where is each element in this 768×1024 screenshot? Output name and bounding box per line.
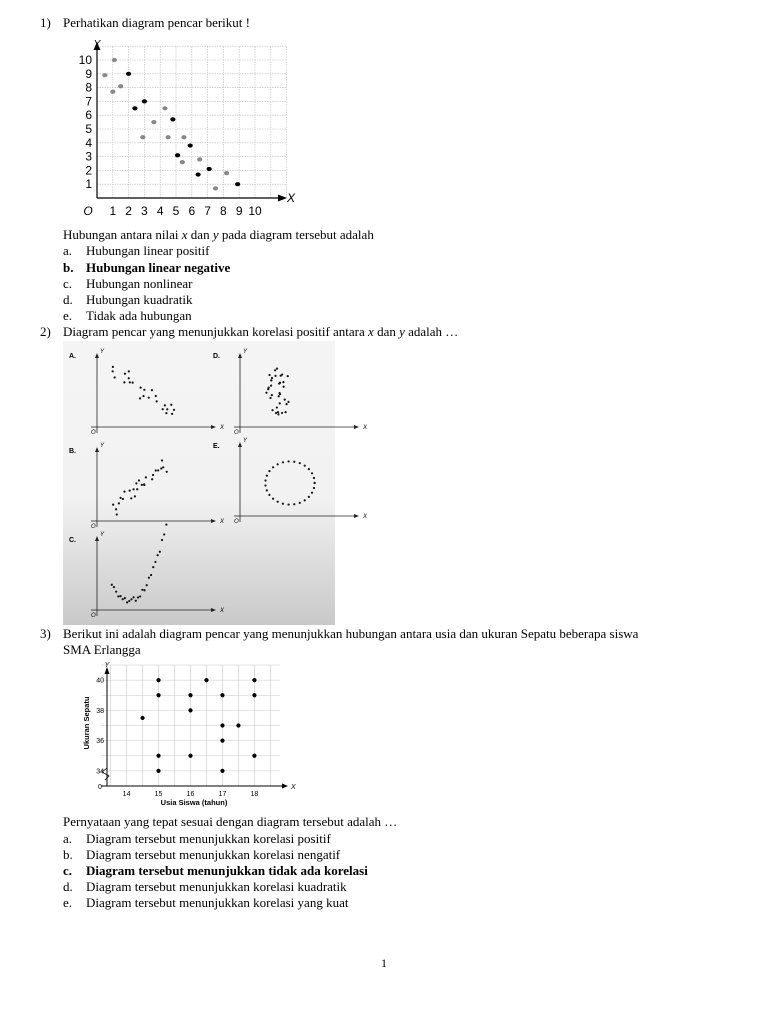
q1-var-x: x — [181, 227, 188, 242]
panel-dot — [136, 488, 138, 490]
q3-option-c[interactable] — [63, 863, 368, 879]
q1-option-b[interactable] — [63, 260, 230, 276]
panel-dot — [161, 539, 163, 541]
panel-origin-label: O — [234, 430, 239, 436]
data-point-gray — [197, 157, 202, 161]
panel-dot — [276, 368, 278, 370]
y-axis-letter: Y — [104, 662, 110, 669]
data-point-gray — [224, 171, 229, 175]
panel-dot — [271, 377, 273, 379]
y-tick-label: 7 — [85, 94, 92, 109]
q3-option-b[interactable] — [63, 847, 340, 863]
panel-dot — [264, 479, 266, 481]
x-axis-arrow — [278, 195, 287, 202]
panel-dot — [170, 404, 172, 406]
data-point-black — [132, 106, 137, 110]
panel-x-arrow — [354, 514, 359, 518]
panel-letter: E. — [213, 443, 220, 450]
panel-dot — [311, 472, 313, 474]
panel-dot — [130, 598, 132, 600]
panel-dot — [266, 489, 268, 491]
y-tick-label: 8 — [85, 80, 92, 95]
option-text: Diagram tersebut menunjukkan tidak ada korelasi — [86, 863, 368, 878]
panel-dot — [126, 601, 128, 603]
panel-dot — [270, 379, 272, 381]
panel-dot — [304, 465, 306, 467]
panel-dot — [282, 381, 284, 383]
panel-dot — [161, 459, 163, 461]
panel-dot — [148, 577, 150, 579]
data-point-black — [207, 167, 212, 171]
panel-dot — [268, 386, 270, 388]
x-axis-title: Usia Siswa (tahun) — [160, 798, 228, 807]
panel-dot — [277, 501, 279, 503]
panel-dot — [299, 502, 301, 504]
panel-dot — [162, 466, 164, 468]
panel-dot — [287, 503, 289, 505]
data-point — [188, 693, 192, 697]
panel-dot — [156, 400, 158, 402]
panel-dot — [283, 386, 285, 388]
data-point-gray — [118, 84, 123, 88]
panel-origin-label: O — [234, 519, 239, 525]
data-point-black — [196, 172, 201, 176]
panel-origin-label: O — [91, 430, 96, 436]
panel-dot — [155, 469, 157, 471]
origin-label: 0 — [98, 784, 102, 791]
x-tick-label: 7 — [204, 204, 211, 218]
panel-dot — [280, 375, 282, 377]
panel-dot — [143, 589, 145, 591]
data-point — [156, 678, 160, 682]
panel-dot — [265, 392, 267, 394]
data-point — [252, 678, 256, 682]
option-letter: d. — [63, 292, 73, 307]
option-letter: b. — [63, 260, 74, 275]
panel-dot — [119, 497, 121, 499]
data-point-gray — [102, 73, 107, 77]
panel-dot — [164, 404, 166, 406]
panel-dot — [140, 387, 142, 389]
option-text: Hubungan linear negative — [86, 260, 231, 275]
x-tick-label: 9 — [235, 204, 243, 218]
panel-dot — [138, 479, 140, 481]
q2-var-y: y — [399, 324, 405, 339]
x-tick-label: 1 — [109, 204, 117, 218]
data-point-gray — [112, 58, 117, 62]
panel-dot — [287, 375, 289, 377]
panel-dot — [279, 402, 281, 404]
panel-dot — [117, 595, 119, 597]
y-tick-label: 6 — [85, 108, 92, 123]
panel-dot — [152, 566, 154, 568]
page-number: 1 — [381, 956, 387, 970]
q3-option-a[interactable] — [63, 831, 331, 847]
panel-dot — [113, 586, 115, 588]
panel-dot — [287, 460, 289, 462]
panel-dot — [146, 584, 148, 586]
option-text: Diagram tersebut menunjukkan korelasi nengatif — [86, 847, 341, 862]
data-point — [156, 769, 160, 773]
panel-dot — [279, 393, 281, 395]
panel-dot — [284, 399, 286, 401]
x-tick-label: 18 — [250, 791, 259, 798]
panel-letter: D. — [213, 353, 220, 360]
panel-letter: C. — [69, 537, 76, 544]
panel-dot — [139, 397, 141, 399]
panel-dot — [313, 477, 315, 479]
panel-dot — [313, 487, 315, 489]
q1-var-y: y — [212, 227, 219, 242]
y-tick-label: 2 — [85, 163, 92, 178]
panel-dot — [135, 482, 137, 484]
q2-text-part: Diagram pencar yang menunjukkan korelasi positif antara — [63, 324, 369, 339]
x-tick-label: 4 — [156, 204, 164, 218]
y-tick-label: 3 — [85, 149, 92, 164]
scatter-chart-1 — [70, 36, 295, 222]
panel-dot — [152, 474, 154, 476]
panel-dot — [299, 462, 301, 464]
q3-option-e[interactable] — [63, 895, 348, 911]
y-tick-label: 34 — [96, 768, 104, 776]
panel-dot — [129, 489, 131, 491]
panel-dot — [112, 366, 114, 368]
data-point-gray — [180, 160, 185, 164]
q1-text-part: Hubungan antara nilai — [63, 227, 182, 242]
panel-dot — [277, 463, 279, 465]
q1-option-a[interactable] — [63, 243, 209, 259]
panel-dot — [271, 409, 273, 411]
data-point-black — [175, 153, 180, 157]
panel-dot — [274, 375, 276, 377]
data-point-gray — [213, 186, 218, 190]
y-tick-label: 36 — [96, 738, 104, 746]
data-point-black — [126, 72, 131, 76]
option-text: Diagram tersebut menunjukkan korelasi yang kuat — [86, 895, 349, 910]
panel-y-label: Y — [100, 349, 105, 355]
option-letter: a. — [63, 831, 73, 846]
q3-option-d[interactable] — [63, 879, 347, 895]
panel-dot — [173, 409, 175, 411]
option-text: Hubungan linear positif — [86, 243, 210, 258]
option-letter: a. — [63, 243, 73, 258]
panel-dot — [112, 504, 114, 506]
question-1-text — [63, 227, 374, 243]
question-3-prompt-line2: SMA Erlangga — [63, 642, 141, 657]
panel-dot — [287, 401, 289, 403]
panel-dot — [155, 395, 157, 397]
panel-dot — [124, 373, 126, 375]
option-letter: e. — [63, 308, 73, 323]
panel-dot — [143, 389, 145, 391]
y-tick-label: 40 — [96, 677, 104, 685]
x-tick-label: 3 — [141, 204, 148, 218]
panel-dot — [293, 503, 295, 505]
panel-dot — [311, 492, 313, 494]
y-tick-label: 38 — [96, 707, 104, 715]
data-point — [220, 769, 224, 773]
panel-dot — [123, 491, 125, 493]
data-point-gray — [166, 135, 171, 139]
x-tick-label: 16 — [186, 791, 195, 798]
x-tick-label: 17 — [218, 791, 227, 798]
panel-dot — [165, 523, 167, 525]
panel-dot — [142, 395, 144, 397]
panel-dot — [272, 498, 274, 500]
x-tick-label: 14 — [122, 791, 131, 798]
panel-dot — [171, 413, 173, 415]
data-point-gray — [110, 90, 115, 94]
panel-dot — [122, 598, 124, 600]
panel-dot — [308, 496, 310, 498]
q2-text-part: dan — [373, 324, 400, 339]
scatter-chart-3 — [78, 660, 296, 810]
panel-dot — [163, 533, 165, 535]
data-point — [220, 723, 224, 727]
data-point — [188, 708, 192, 712]
panel-letter: B. — [69, 448, 76, 455]
y-axis-label: Y — [93, 39, 101, 50]
panel-dot — [165, 412, 167, 414]
x-axis-letter: X — [291, 784, 296, 791]
x-tick-label: 10 — [248, 204, 262, 218]
panel-dot — [285, 403, 287, 405]
data-point-black — [235, 182, 240, 186]
data-point-black — [142, 99, 147, 103]
panel-dot — [157, 469, 159, 471]
panel-dot — [274, 369, 276, 371]
panel-dot — [308, 468, 310, 470]
panel-dot — [284, 411, 286, 413]
panel-y-label: Y — [100, 443, 105, 449]
panel-dot — [141, 589, 143, 591]
panel-dot — [115, 508, 117, 510]
panel-y-label: Y — [243, 349, 248, 355]
panel-dot — [314, 482, 316, 484]
x-axis-arrow — [282, 784, 288, 789]
panel-dot — [269, 397, 271, 399]
panel-x-label: X — [220, 608, 225, 614]
option-letter: d. — [63, 879, 73, 894]
panel-dot — [128, 370, 130, 372]
x-tick-label: 2 — [125, 204, 132, 218]
data-point — [188, 754, 192, 758]
panel-dot — [132, 381, 134, 383]
panel-origin-label: O — [91, 524, 96, 530]
panel-dot — [166, 471, 168, 473]
data-point-gray — [181, 135, 186, 139]
panel-dot — [129, 381, 131, 383]
data-point — [220, 739, 224, 743]
panel-origin-label: O — [91, 613, 96, 619]
panel-dot — [151, 478, 153, 480]
panel-dot — [151, 389, 153, 391]
data-point-black — [188, 143, 193, 147]
x-tick-label: 8 — [220, 204, 227, 218]
y-tick-label: 9 — [85, 66, 92, 81]
panel-dot — [278, 395, 280, 397]
panel-dot — [111, 584, 113, 586]
panel-dot — [282, 461, 284, 463]
panel-x-label: X — [363, 514, 368, 520]
x-axis-label: X — [286, 191, 296, 205]
panel-y-label: Y — [243, 438, 248, 444]
q1-option-d[interactable] — [63, 292, 193, 308]
panel-dot — [277, 413, 279, 415]
panel-dot — [114, 376, 116, 378]
data-point — [220, 693, 224, 697]
origin-label: O — [83, 204, 93, 218]
panel-dot — [276, 406, 278, 408]
data-point-gray — [151, 120, 156, 124]
panel-dot — [275, 412, 277, 414]
q2-text-part: adalah … — [404, 324, 459, 339]
question-3-text: Pernyataan yang tepat sesuai dengan diagram tersebut adalah … — [63, 814, 398, 829]
panel-letter: A. — [69, 353, 76, 360]
panel-dot — [159, 551, 161, 553]
panel-dot — [278, 382, 280, 384]
option-letter: c. — [63, 276, 73, 291]
panel-dot — [128, 377, 130, 379]
panel-dot — [112, 370, 114, 372]
panel-dot — [150, 574, 152, 576]
data-point — [140, 716, 144, 720]
option-text: Hubungan kuadratik — [86, 292, 193, 307]
y-axis-title: Ukuran Sepatu — [82, 696, 91, 750]
panel-dot — [282, 503, 284, 505]
panel-dot — [160, 467, 162, 469]
data-point — [252, 754, 256, 758]
question-1-number: 1) — [40, 15, 51, 30]
figure-background — [63, 341, 335, 625]
option-text: Tidak ada hubungan — [86, 308, 192, 323]
panel-dot — [119, 595, 121, 597]
data-point-black — [170, 117, 175, 121]
option-letter: b. — [63, 847, 73, 862]
panel-dot — [116, 513, 118, 515]
y-tick-label: 5 — [85, 122, 92, 136]
question-2-number: 2) — [40, 324, 51, 339]
panel-dot — [266, 475, 268, 477]
question-2-prompt — [63, 324, 458, 340]
scatter-options-figure — [63, 341, 368, 625]
panel-dot — [128, 600, 130, 602]
panel-dot — [135, 600, 137, 602]
x-tick-label: 5 — [172, 204, 180, 218]
panel-dot — [139, 595, 141, 597]
option-text: Diagram tersebut menunjukkan korelasi positif — [86, 831, 331, 846]
panel-dot — [293, 461, 295, 463]
panel-dot — [115, 591, 117, 593]
panel-dot — [157, 554, 159, 556]
panel-dot — [281, 412, 283, 414]
y-tick-label: 4 — [85, 135, 92, 150]
panel-dot — [162, 408, 164, 410]
q1-text-part: dan — [187, 227, 213, 242]
panel-dot — [133, 596, 135, 598]
panel-dot — [277, 411, 279, 413]
q2-var-x: x — [368, 324, 374, 339]
panel-dot — [122, 498, 124, 500]
question-1-prompt: Perhatikan diagram pencar berikut ! — [63, 15, 250, 30]
panel-dot — [141, 484, 143, 486]
y-tick-label: 10 — [78, 53, 92, 67]
panel-dot — [123, 381, 125, 383]
data-point-gray — [162, 106, 167, 110]
panel-dot — [154, 561, 156, 563]
panel-dot — [134, 495, 136, 497]
panel-dot — [143, 484, 145, 486]
data-point — [156, 693, 160, 697]
q1-option-c[interactable] — [63, 276, 193, 292]
panel-dot — [137, 596, 139, 598]
panel-x-label: X — [220, 425, 225, 431]
panel-dot — [166, 408, 168, 410]
panel-dot — [148, 397, 150, 399]
x-tick-label: 15 — [154, 791, 163, 798]
option-text: Hubungan nonlinear — [86, 276, 193, 291]
panel-dot — [130, 497, 132, 499]
option-letter: c. — [63, 863, 73, 878]
q1-option-e[interactable] — [63, 308, 192, 324]
panel-dot — [118, 502, 120, 504]
q1-text-part: pada diagram tersebut adalah — [218, 227, 374, 242]
panel-dot — [264, 484, 266, 486]
panel-dot — [268, 494, 270, 496]
data-point — [236, 723, 240, 727]
panel-x-label: X — [363, 425, 368, 431]
panel-x-arrow — [354, 425, 359, 429]
panel-dot — [124, 597, 126, 599]
panel-dot — [270, 385, 272, 387]
panel-dot — [268, 374, 270, 376]
x-tick-label: 6 — [188, 204, 196, 218]
panel-dot — [268, 470, 270, 472]
option-text: Diagram tersebut menunjukkan korelasi kuadratik — [86, 879, 347, 894]
question-3-number: 3) — [40, 626, 51, 641]
y-tick-label: 1 — [85, 177, 92, 192]
data-point — [156, 754, 160, 758]
panel-dot — [145, 476, 147, 478]
panel-x-label: X — [220, 519, 225, 525]
panel-dot — [272, 466, 274, 468]
data-point — [252, 693, 256, 697]
panel-y-label: Y — [100, 532, 105, 538]
panel-dot — [271, 394, 273, 396]
panel-dot — [304, 499, 306, 501]
panel-dot — [132, 488, 134, 490]
question-3-prompt-line1: Berikut ini adalah diagram pencar yang menunjukkan hubungan antara usia dan ukuran Sepatu beberapa siswa — [63, 626, 639, 641]
option-letter: e. — [63, 895, 73, 910]
data-point — [204, 678, 208, 682]
data-point-gray — [140, 135, 145, 139]
